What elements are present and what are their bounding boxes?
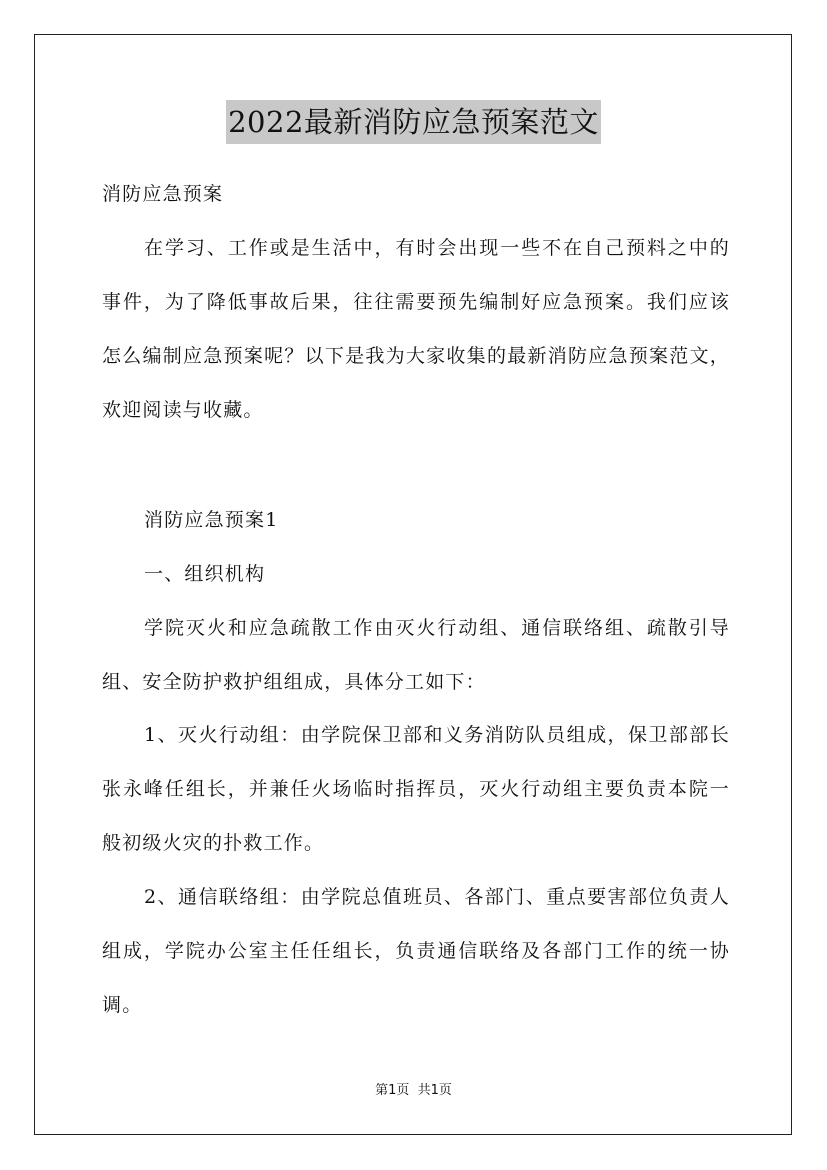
item1-line-3: 般初级火灾的扑救工作。 [102,832,325,854]
intro-line-3: 怎么编制应急预案呢？以下是我为大家收集的最新消防应急预案范文， [102,345,730,367]
title-container [0,100,827,144]
intro-line-4: 欢迎阅读与收藏。 [102,399,264,421]
document-title: 2022最新消防应急预案范文 [226,100,601,144]
item2-line-1: 2、通信联络组：由学院总值班员、各部门、重点要害部位负责人 [144,886,730,908]
item2-line-2: 组成，学院办公室主任任组长，负责通信联络及各部门工作的统一协 [102,940,730,962]
intro-line-1: 在学习、工作或是生活中，有时会出现一些不在自己预料之中的 [144,237,730,259]
page-total: 共1页 [417,1083,452,1098]
page-footer [0,1082,827,1100]
para1-line-1: 学院灭火和应急疏散工作由灭火行动组、通信联络组、疏散引导 [144,617,730,639]
subtitle: 消防应急预案 [102,183,224,205]
intro-line-2: 事件，为了降低事故后果，往往需要预先编制好应急预案。我们应该 [102,291,730,313]
item1-line-1: 1、灭火行动组：由学院保卫部和义务消防队员组成，保卫部部长 [144,724,730,746]
page-number: 第1页 [375,1083,410,1098]
para1-line-2: 组、安全防护救护组组成，具体分工如下： [102,671,486,693]
section-heading: 消防应急预案1 [144,509,279,531]
part-heading: 一、组织机构 [144,563,266,585]
item2-line-3: 调。 [102,994,143,1016]
item1-line-2: 张永峰任组长，并兼任火场临时指挥员，灭火行动组主要负责本院一 [102,778,730,800]
